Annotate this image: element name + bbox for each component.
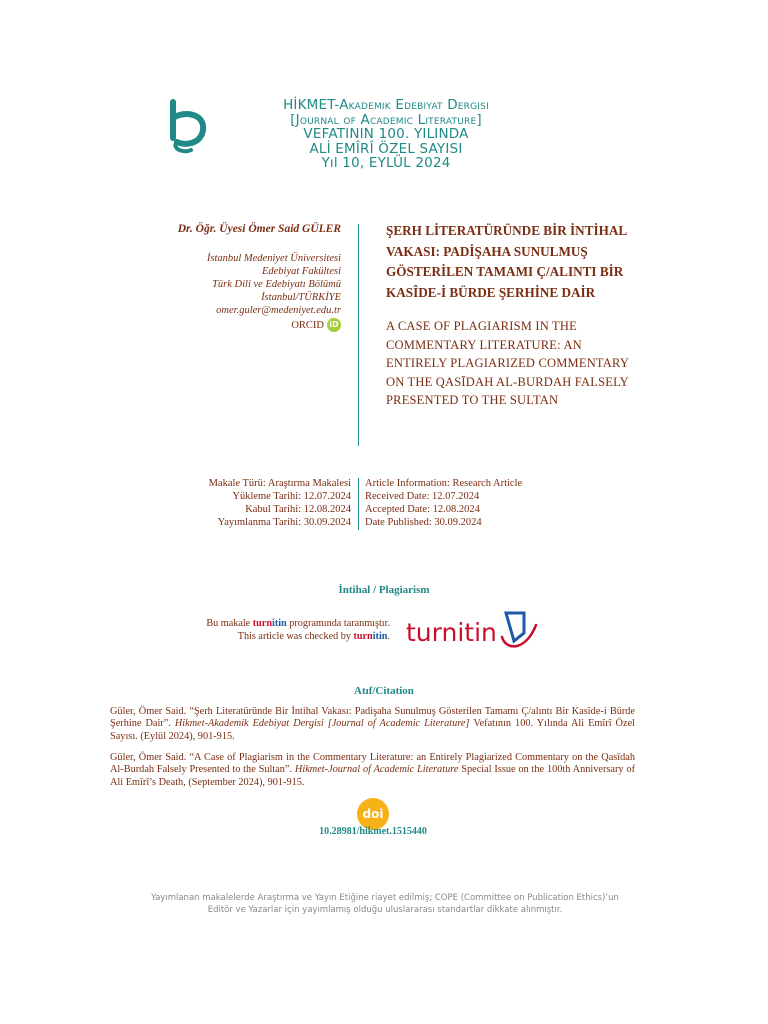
turnitin-logo-text: turnitin (406, 618, 497, 647)
plagiarism-heading: İntihal / Plagiarism (338, 584, 430, 596)
info-published-tr: Yayımlanma Tarihi: 30.09.2024 (217, 517, 351, 528)
affiliation-line: İstanbul/TÜRKİYE (261, 292, 341, 303)
info-accepted-en: Accepted Date: 12.08.2024 (365, 504, 480, 515)
journal-header (236, 98, 536, 171)
hikmet-logo-icon (163, 98, 211, 156)
info-received-tr: Yükleme Tarihi: 12.07.2024 (232, 491, 351, 502)
orcid-label: ORCID (291, 319, 324, 331)
special-line-2: ALİ EMÎRÎ ÖZEL SAYISI (309, 140, 463, 157)
orcid-icon[interactable]: iD (327, 318, 341, 332)
citation-heading: Atıf/Citation (354, 685, 414, 697)
vertical-divider (358, 224, 359, 446)
affiliation-line: Türk Dili ve Edebiyatı Bölümü (212, 279, 341, 290)
affiliation-line: Edebiyat Fakültesi (261, 266, 341, 277)
footer-line: Editör ve Yazarlar için yayımlamış olduğu uluslararası standartlar dikkate alınmıştır. (207, 904, 563, 915)
author-email[interactable]: omer.guler@medeniyet.edu.tr (216, 305, 341, 316)
article-info-en (365, 477, 625, 529)
journal-subtitle: [Journal of Academic Literature] (290, 111, 482, 128)
affiliation-line: İstanbul Medeniyet Üniversitesi (206, 253, 341, 264)
doi-link[interactable]: 10.28981/hikmet.1515440 (319, 826, 427, 837)
info-type-tr: Makale Türü: Araştırma Makalesi (208, 478, 351, 489)
orcid-link[interactable] (96, 318, 341, 332)
info-received-en: Received Date: 12.07.2024 (365, 491, 480, 502)
special-line-1: VEFATININ 100. YILINDA (303, 126, 469, 142)
citation-tr: Güler, Ömer Said. “Şerh Literatüründe Bir İntihal Vakası: Padişaha Sunulmuş Gösterilen Tamamı Ç/alıntı Bir Kasîde-i Bürde Şerhine Dair”. Hikmet-Akademik Edebiyat Dergisi [Journal of Academic Literature] Vefatının 100. Yılında Ali Emîrî Özel Sayısı. (Eylül 2024), 901-915. (110, 706, 635, 742)
author-affiliation (96, 252, 341, 317)
vertical-divider (358, 478, 359, 530)
article-title-en: A CASE OF PLAGIARISM IN THE COMMENTARY LITERATURE: AN ENTIRELY PLAGIARIZED COMMENTARY ON THE QASĪDAH AL-BURDAH FALSELY PRESENTED TO THE SULTAN (386, 319, 629, 408)
turnitin-logo-icon (406, 607, 540, 655)
info-published-en: Date Published: 30.09.2024 (365, 517, 482, 528)
citation-en: Güler, Ömer Said. “A Case of Plagiarism in the Commentary Literature: an Entirely Plagiarized Commentary on the Qasīdah Al-Burdah Falsely Presented to the Sultan”. Hikmet-Journal of Academic Literature Special Issue on the 100th Anniversary of Ali Emîrî’s Death, (September 2024), 901-915. (110, 752, 635, 788)
ethics-footer-note (110, 893, 660, 916)
info-type-en: Article Information: Research Article (365, 478, 523, 489)
issue-line: Yıl 10, EYLÜL 2024 (321, 155, 451, 171)
author-name: Dr. Öğr. Üyesi Ömer Said GÜLER (177, 223, 341, 235)
plagiarism-statement (110, 618, 390, 643)
journal-title: HİKMET-Akademik Edebiyat Dergisi (283, 97, 489, 113)
plagiarism-line-tr: Bu makale turnitin programında taranmıştır. (206, 618, 390, 629)
doi-icon[interactable]: doi (357, 798, 389, 830)
plagiarism-line-en: This article was checked by turnitin. (237, 630, 390, 642)
article-info-tr (150, 477, 351, 529)
article-title-block (386, 221, 636, 410)
author-block (96, 223, 341, 332)
article-title-tr: ŞERH LİTERATÜRÜNDE BİR İNTİHAL VAKASI: PADİŞAHA SUNULMUŞ GÖSTERİLEN TAMAMI Ç/ALINTI BİR KASÎDE-İ BÜRDE ŞERHİNE DAİR (386, 223, 627, 300)
footer-line: Yayımlanan makalelerde Araştırma ve Yayın Etiğine riayet edilmiş; COPE (Committee on Publication Ethics)’un (151, 893, 619, 903)
info-accepted-tr: Kabul Tarihi: 12.08.2024 (245, 504, 351, 515)
